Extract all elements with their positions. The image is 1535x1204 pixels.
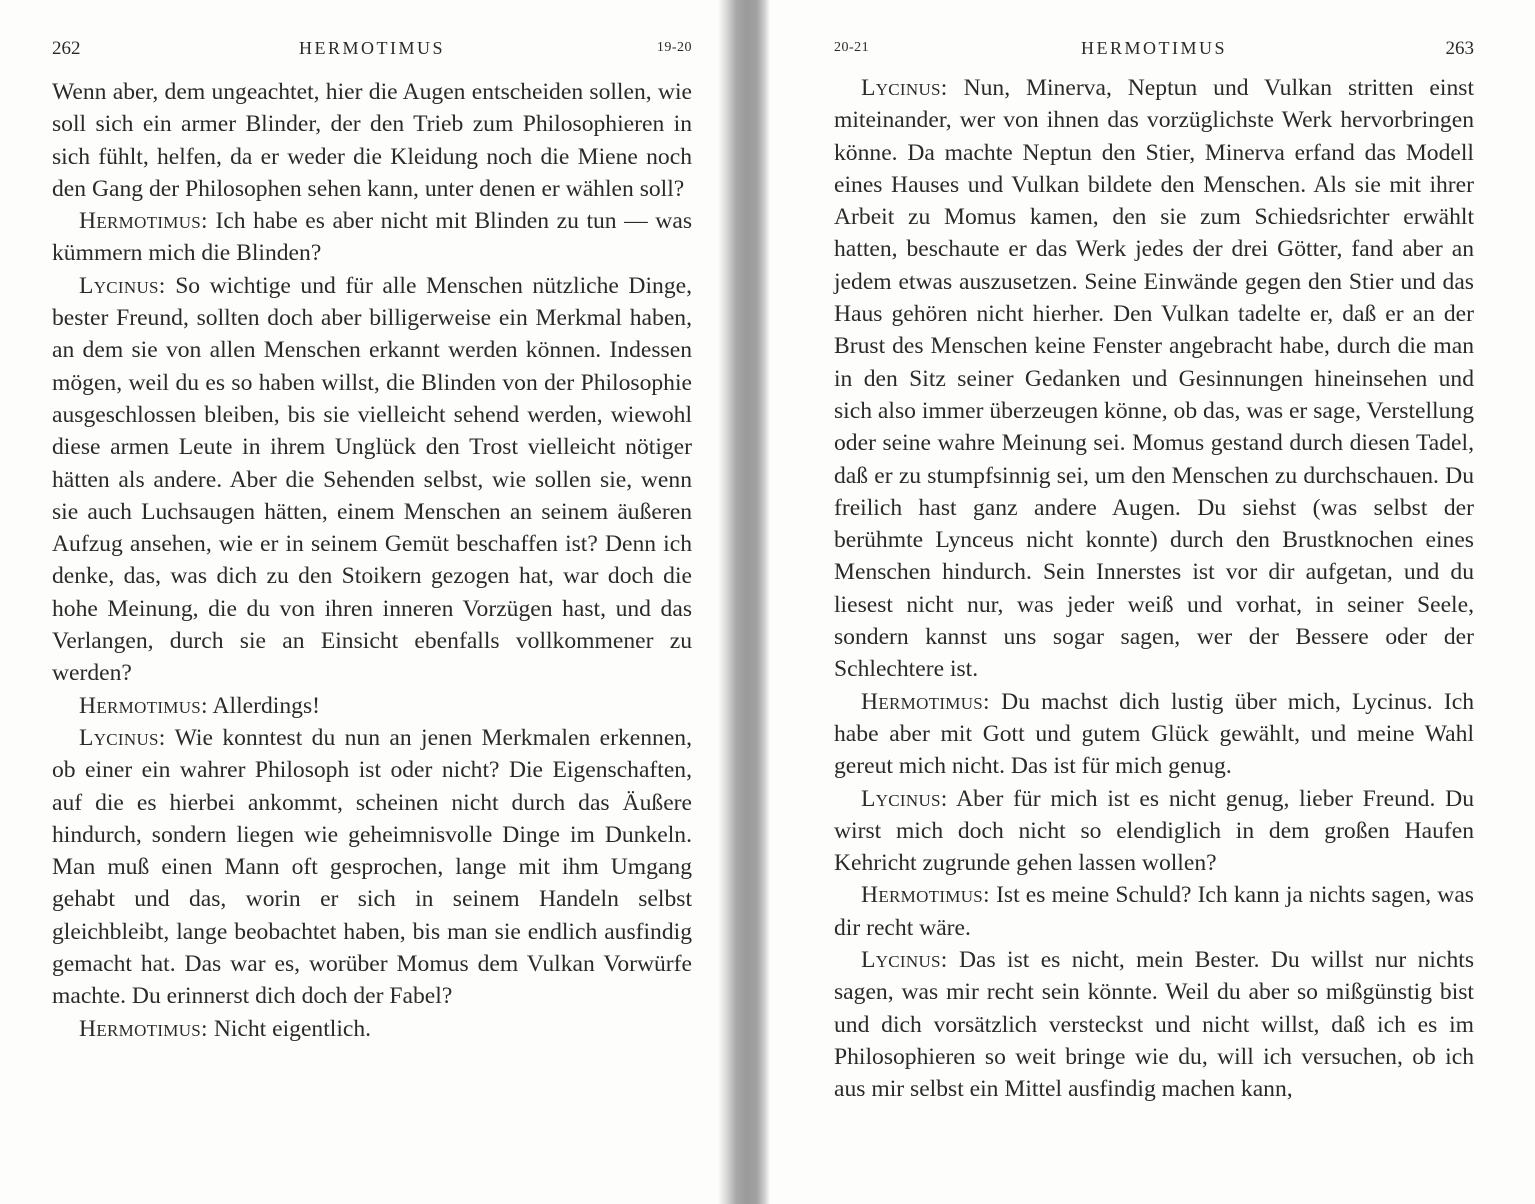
paragraph	[52, 1013, 692, 1045]
right-running-head	[834, 38, 1474, 62]
paragraph-text: So wichtige und für alle Menschen nützliche Dinge, bester Freund, sollten doch aber billigerweise ein Merkmal haben, an dem sie von allen Menschen erkannt werden können. Indessen mögen, weil du es so haben willst, die Blinden von der Philosophie ausgeschlossen bleiben, bis sie vielleicht sehend werden, wiewohl diese armen Leute in ihrem Unglück den Trost vielleicht nötiger hätten als andere. Aber die Sehenden selbst, wie sollen sie, wenn sie auch Luchsaugen hätten, einem Menschen an seinem äußeren Aufzug ansehen, wie er in seinem Gemüt beschaffen ist? Denn ich denke, das, was dich zu den Stoikern gezogen hat, war doch die hohe Meinung, die du von ihren inneren Vorzügen hast, und das Verlangen, durch sie an Einsicht ebenfalls vollkommener zu werden?	[52, 272, 692, 687]
paragraph-text: Nicht eigentlich.	[213, 1015, 372, 1042]
page-number: 263	[1445, 38, 1474, 59]
paragraph	[52, 270, 692, 690]
paragraph-text: Ist es meine Schuld? Ich kann ja nichts sagen, was dir recht wäre.	[834, 882, 1474, 941]
speaker-name: Lycinus:	[861, 75, 948, 101]
speaker-name: Lycinus:	[79, 724, 166, 751]
paragraph-text: Du machst dich lustig über mich, Lycinus. Ich habe aber mit Gott und gutem Glück gewählt, und meine Wahl gereut mich nicht. Das ist für mich genug.	[834, 688, 1474, 780]
paragraph	[834, 686, 1474, 783]
speaker-name: Hermotimus:	[79, 208, 208, 235]
paragraph-text: Allerdings!	[212, 692, 320, 719]
left-running-head	[52, 38, 692, 62]
book-gutter	[718, 0, 770, 1204]
right-page-body	[834, 72, 1474, 1106]
paragraph	[52, 76, 692, 205]
paragraph-text: Nun, Minerva, Neptun und Vulkan stritten einst miteinander, wer von ihnen das vorzüglichste Werk hervorbringen könne. Da machte Neptun den Stier, Minerva erfand das Modell eines Hauses und Vulkan bildete den Menschen. Als sie mit ihrer Arbeit zu Momus kamen, den sie zum Schiedsrichter erwählt hatten, beschaute er das Werk jedes der drei Götter, fand aber an jedem etwas auszusetzen. Seine Einwände gegen den Stier und das Haus gehören nicht hierher. Den Vulkan tadelte er, daß er an der Brust des Menschen keine Fenster angebracht habe, durch die man in den Sitz seiner Gedanken und Gesinnungen hineinsehen und sich also immer überzeugen könne, ob das, was er sage, Verstellung oder seine wahre Meinung sei. Momus gestand durch diesen Tadel, daß er zu stumpfsinnig sei, um den Menschen zu durchschauen. Du freilich hast ganz andere Augen. Du siehst (was selbst der berühmte Lynceus nicht konnte) durch den Brustknochen eines Menschen hindurch. Sein Innerstes ist vor dir aufgetan, und du liesest nicht nur, was jeder weiß und vorhat, in seiner Seele, sondern kannst uns sogar sagen, wer der Bessere oder der Schlechtere ist.	[834, 75, 1474, 683]
speaker-name: Hermotimus:	[79, 1015, 208, 1042]
paragraph-text: Ich habe es aber nicht mit Blinden zu tun — was kümmern mich die Blinden?	[52, 208, 692, 267]
paragraph	[834, 783, 1474, 880]
section-range: 20-21	[834, 40, 870, 55]
running-title: HERMOTIMUS	[298, 38, 445, 58]
paragraph-text: Das ist es nicht, mein Bester. Du willst nur nichts sagen, was mir recht sein könnte. Weil du aber so mißgünstig bist und dich vorsätzlich versteckst und nicht willst, daß ich es im Philosophieren so weit bringe wie du, will ich versuchen, ob ich aus mir selbst ein Mittel ausfindig machen kann,	[834, 947, 1474, 1103]
speaker-name: Lycinus:	[861, 785, 948, 812]
page-number: 262	[52, 38, 81, 59]
speaker-name: Lycinus:	[79, 272, 166, 299]
left-page	[52, 0, 692, 1204]
section-range: 19-20	[656, 40, 692, 55]
paragraph	[834, 879, 1474, 944]
paragraph-text: Aber für mich ist es nicht genug, lieber Freund. Du wirst mich doch nicht so elendiglich in dem großen Haufen Kehricht zugrunde gehen lassen wollen?	[834, 785, 1474, 877]
left-page-body	[52, 76, 692, 1045]
running-title: HERMOTIMUS	[1080, 38, 1227, 58]
paragraph	[52, 722, 692, 1013]
speaker-name: Hermotimus:	[79, 692, 208, 719]
paragraph-text: Wenn aber, dem ungeachtet, hier die Augen entscheiden sollen, wie soll sich ein armer Blinder, der den Trieb zum Philosophieren in sich fühlt, helfen, da er weder die Kleidung noch die Miene noch den Gang der Philosophen sehen kann, unter denen er wählen soll?	[52, 79, 692, 202]
paragraph	[834, 72, 1474, 686]
speaker-name: Lycinus:	[861, 947, 948, 974]
paragraph	[834, 944, 1474, 1105]
speaker-name: Hermotimus:	[861, 688, 990, 715]
speaker-name: Hermotimus:	[861, 882, 990, 909]
paragraph-text: Wie konntest du nun an jenen Merkmalen erkennen, ob einer ein wahrer Philosoph ist oder nicht? Die Eigenschaften, auf die es hierbei ankommt, scheinen nicht durch das Äußere hindurch, sondern liegen wie geheimnisvolle Dinge im Dunkeln. Man muß einen Mann oft gesprochen, lange mit ihm Umgang gehabt und das, worin er sich in seinem Handeln selbst gleichbleibt, lange beobachtet haben, bis man sie endlich ausfindig gemacht hat. Das war es, worüber Momus dem Vulkan Vorwürfe machte. Du erinnerst dich doch der Fabel?	[52, 724, 692, 1010]
right-page	[834, 0, 1474, 1204]
paragraph	[52, 690, 692, 722]
paragraph	[52, 205, 692, 270]
